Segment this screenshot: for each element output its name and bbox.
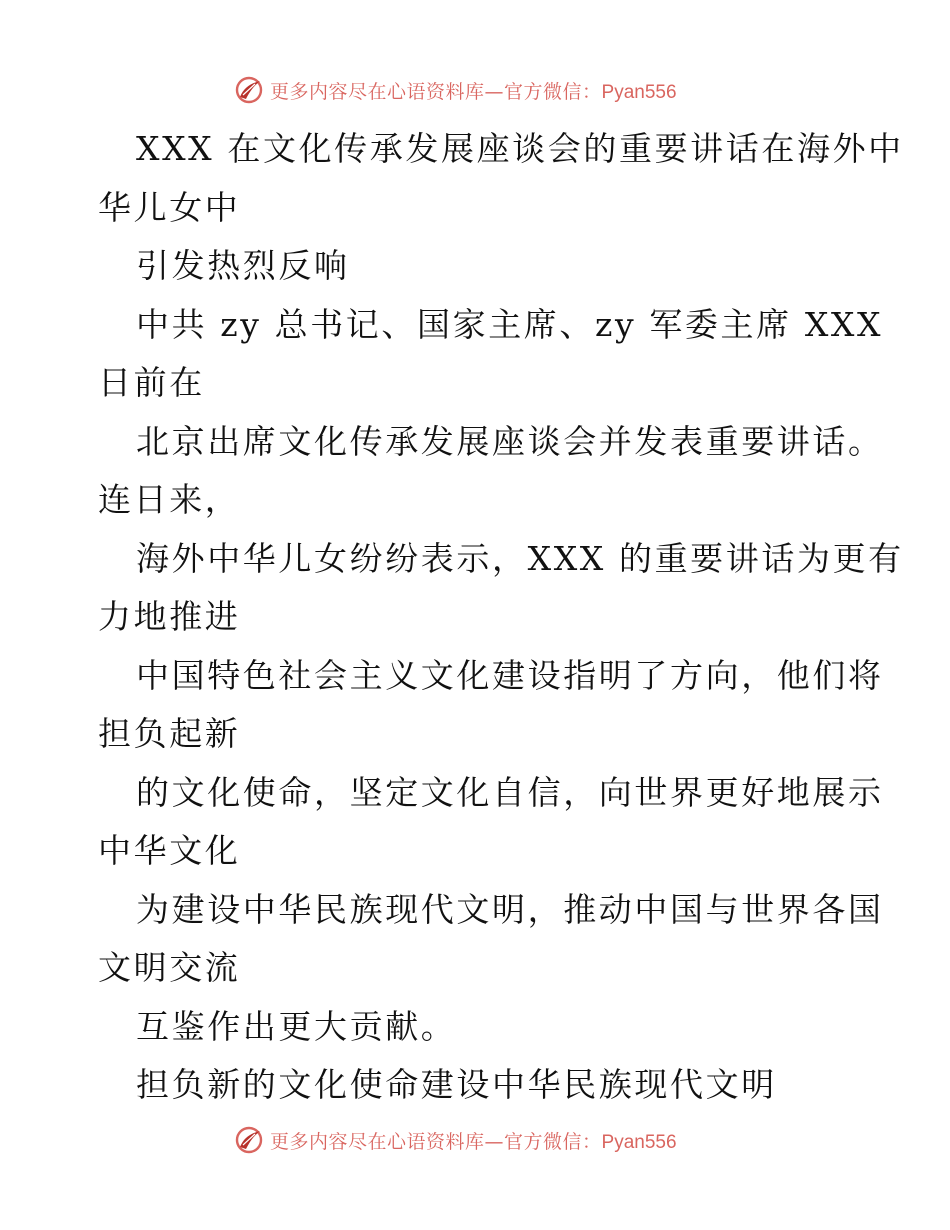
footer-banner-text: 更多内容尽在心语资料库—官方微信：Pyan556 <box>270 1130 677 1153</box>
body-line: 海外中华儿女纷纷表示，XXX 的重要讲话为更有 <box>136 538 904 578</box>
document-logo-icon <box>234 1125 264 1155</box>
body-line: 中共 zy 总书记、国家主席、zy 军委主席 XXX <box>136 304 884 344</box>
body-line: 的文化使命，坚定文化自信，向世界更好地展示 <box>136 772 884 812</box>
body-line: 连日来， <box>98 480 241 519</box>
body-line: 互鉴作出更大贡献。 <box>136 1006 457 1046</box>
body-line: 北京出席文化传承发展座谈会并发表重要讲话。 <box>136 421 884 461</box>
body-line: 文明交流 <box>98 948 241 987</box>
body-line: 担负起新 <box>98 714 241 753</box>
body-line: XXX 在文化传承发展座谈会的重要讲话在海外中 <box>136 129 904 168</box>
document-logo-icon <box>234 75 264 105</box>
footer-wechat-id: Pyan556 <box>601 1131 677 1153</box>
document-body <box>98 120 904 1115</box>
body-line: 力地推进 <box>98 597 241 636</box>
header-banner-text: 更多内容尽在心语资料库—官方微信：Pyan556 <box>270 80 677 103</box>
body-line: 引发热烈反响 <box>136 246 350 285</box>
body-line: 华儿女中 <box>98 187 241 227</box>
body-line: 日前在 <box>98 363 205 402</box>
footer-watermark-banner <box>234 1122 677 1158</box>
body-line: 中国特色社会主义文化建设指明了方向，他们将 <box>136 655 884 695</box>
header-watermark-banner <box>234 72 677 108</box>
header-wechat-id: Pyan556 <box>601 81 677 103</box>
body-line: 担负新的文化使命建设中华民族现代文明 <box>136 1065 777 1104</box>
body-line: 中华文化 <box>98 831 241 870</box>
body-line: 为建设中华民族现代文明，推动中国与世界各国 <box>136 889 884 929</box>
